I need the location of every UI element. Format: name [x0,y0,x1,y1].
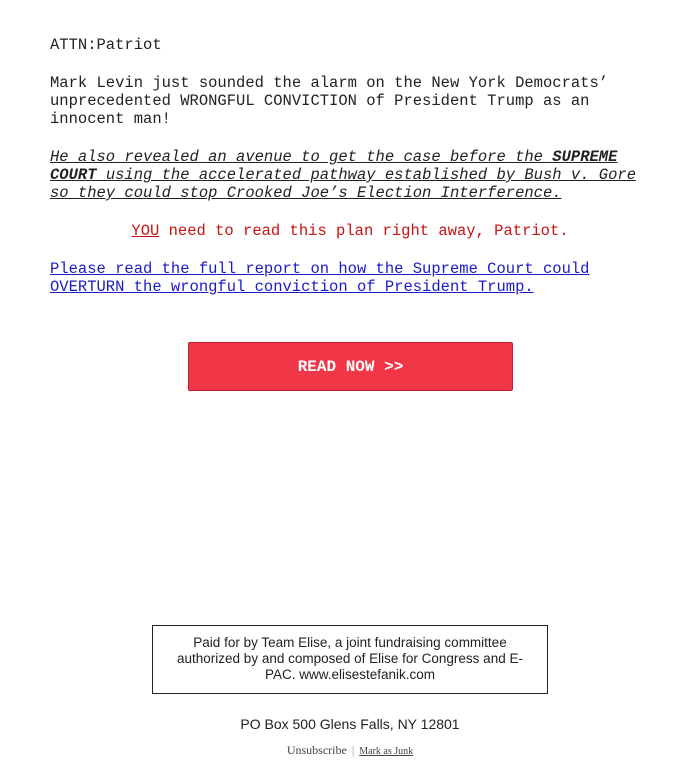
greeting: ATTN:Patriot [50,36,162,54]
you-emphasis: YOU [131,222,160,240]
mark-as-junk-link[interactable]: Mark as Junk [359,746,414,757]
full-report-link[interactable]: Please read the full report on how the Supreme Court could OVERTURN the wrongful conviction of President Trump. [50,260,590,296]
supreme-court-emphasis: SUPREME COURT [50,148,618,184]
paid-for-disclaimer: Paid for by Team Elise, a joint fundraising committee authorized by and composed of Elise for Congress and E-PAC. www.elisestefanik.com [152,625,548,694]
court-text-end: using the accelerated pathway established by Bush v. Gore so they could stop Crooked Joe’s Election Interference. [50,166,637,202]
report-paragraph [50,260,650,296]
urgent-notice-text: need to read this plan right away, Patriot. [159,222,569,240]
intro-paragraph: Mark Levin just sounded the alarm on the New York Democrats’ unprecedented WRONGFUL CONVICTION of President Trump as an innocent man! [50,74,609,128]
court-text-start: He also revealed an avenue to get the case before the [50,148,553,166]
urgent-notice [0,222,700,240]
read-now-button[interactable]: READ NOW >> [188,342,513,391]
supreme-court-paragraph [50,148,650,202]
unsubscribe-link[interactable]: Unsubscribe [286,743,347,757]
footer-separator: | [351,743,355,757]
footer-links [0,743,700,758]
mailing-address: PO Box 500 Glens Falls, NY 12801 [240,716,460,732]
